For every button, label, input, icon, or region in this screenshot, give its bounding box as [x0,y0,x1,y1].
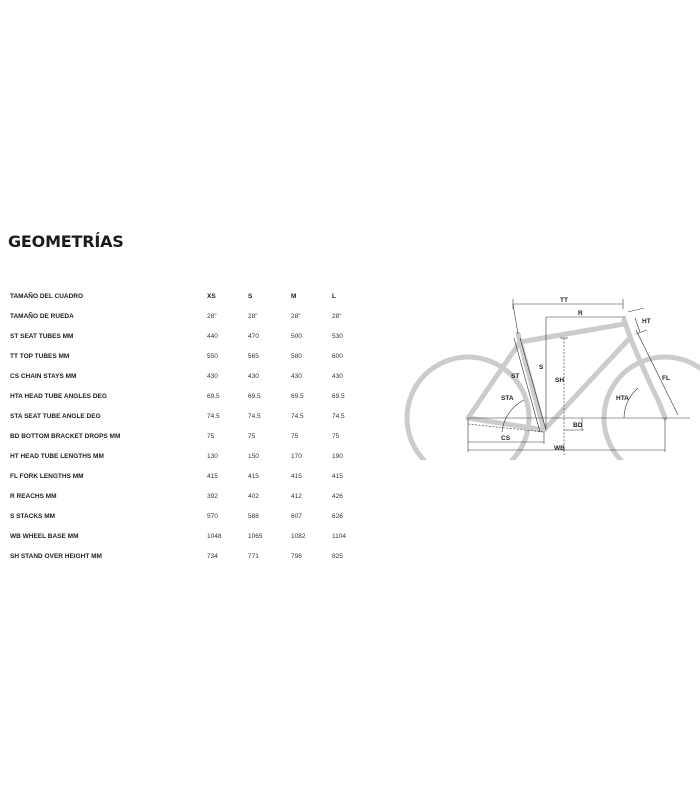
row-value: 1082 [291,533,306,540]
row-label: R REACHS MM [10,493,57,500]
row-value: 28" [332,313,342,320]
row-value: 402 [248,493,259,500]
top-tube [520,324,624,342]
row-value: 69.5 [207,393,220,400]
label-cs: CS [501,435,511,442]
ht-dim-line [628,308,644,312]
table-header-row [10,287,360,307]
row-value: 1048 [207,533,222,540]
hta-arc [624,388,638,418]
row-value: 74.5 [248,413,261,420]
row-value: 415 [332,473,343,480]
row-value: 415 [291,473,302,480]
header-size-m: M [291,293,297,300]
label-r: R [578,310,583,317]
table-row [10,447,360,467]
row-value: 74.5 [332,413,345,420]
row-value: 412 [291,493,302,500]
row-label: FL FORK LENGTHS MM [10,473,84,480]
row-value: 500 [291,333,302,340]
table-row [10,467,360,487]
label-fl: FL [662,375,670,382]
row-value: 69.5 [291,393,304,400]
row-value: 415 [207,473,218,480]
table-row [10,527,360,547]
fork [632,342,665,418]
row-value: 75 [207,433,215,440]
row-value: 798 [291,553,302,560]
bike-geometry-diagram [400,290,700,460]
row-value: 530 [332,333,343,340]
row-label: TAMAÑO DE RUEDA [10,313,74,320]
header-frame-size: TAMAÑO DEL CUADRO [10,293,84,300]
header-size-xs: XS [207,293,216,300]
bike-diagram-svg [400,290,700,460]
row-value: 430 [291,373,302,380]
row-value: 75 [291,433,299,440]
row-value: 600 [332,353,343,360]
header-size-l: L [332,293,336,300]
label-tt: TT [560,297,568,304]
row-value: 75 [248,433,256,440]
label-sta: STA [501,395,514,402]
row-value: 470 [248,333,259,340]
seat-stay [468,342,520,418]
row-label: HTA HEAD TUBE ANGLES DEG [10,393,107,400]
row-value: 392 [207,493,218,500]
page-title: GEOMETRÍAS [8,232,124,251]
row-value: 190 [332,453,343,460]
front-wheel [604,357,700,460]
row-value: 415 [248,473,259,480]
table-row [10,387,360,407]
label-st: ST [511,373,520,380]
row-label: HT HEAD TUBE LENGTHS MM [10,453,104,460]
row-value: 626 [332,513,343,520]
row-value: 28" [207,313,217,320]
row-value: 74.5 [291,413,304,420]
row-value: 580 [291,353,302,360]
row-value: 734 [207,553,218,560]
row-value: 607 [291,513,302,520]
row-value: 1065 [248,533,263,540]
row-value: 430 [248,373,259,380]
row-value: 28" [291,313,301,320]
row-value: 170 [291,453,302,460]
row-label: SH STAND OVER HEIGHT MM [10,553,102,560]
table-row [10,367,360,387]
row-value: 825 [332,553,343,560]
table-row [10,547,360,567]
header-size-s: S [248,293,253,300]
row-value: 565 [248,353,259,360]
row-value: 74.5 [207,413,220,420]
geometry-table [10,287,360,567]
table-row [10,307,360,327]
table-row [10,427,360,447]
chain-stay [468,418,544,430]
row-value: 550 [207,353,218,360]
row-value: 430 [207,373,218,380]
row-label: TT TOP TUBES MM [10,353,70,360]
row-label: WB WHEEL BASE MM [10,533,79,540]
row-value: 570 [207,513,218,520]
row-value: 440 [207,333,218,340]
row-label: S STACKS MM [10,513,56,520]
row-label: ST SEAT TUBES MM [10,333,74,340]
table-row [10,347,360,367]
row-value: 588 [248,513,259,520]
label-wb: WB [554,445,565,452]
table-row [10,327,360,347]
row-value: 130 [207,453,218,460]
row-value: 69.5 [248,393,261,400]
row-value: 1104 [332,533,346,540]
row-value: 430 [332,373,343,380]
row-value: 426 [332,493,343,500]
row-value: 150 [248,453,259,460]
row-value: 69.5 [332,393,345,400]
table-row [10,407,360,427]
row-label: CS CHAIN STAYS MM [10,373,77,380]
label-bd: BD [573,422,583,429]
row-label: BD BOTTOM BRACKET DROPS MM [10,433,121,440]
label-sh: SH [555,377,565,384]
row-value: 28" [248,313,258,320]
table-row [10,507,360,527]
frame [468,320,665,430]
label-hta: HTA [616,395,629,402]
table-body [10,307,360,567]
label-s: S [539,364,544,371]
dimension-lines [468,299,690,455]
label-ht: HT [642,318,651,325]
row-value: 75 [332,433,340,440]
table-row [10,487,360,507]
row-value: 771 [248,553,259,560]
row-label: STA SEAT TUBE ANGLE DEG [10,413,101,420]
